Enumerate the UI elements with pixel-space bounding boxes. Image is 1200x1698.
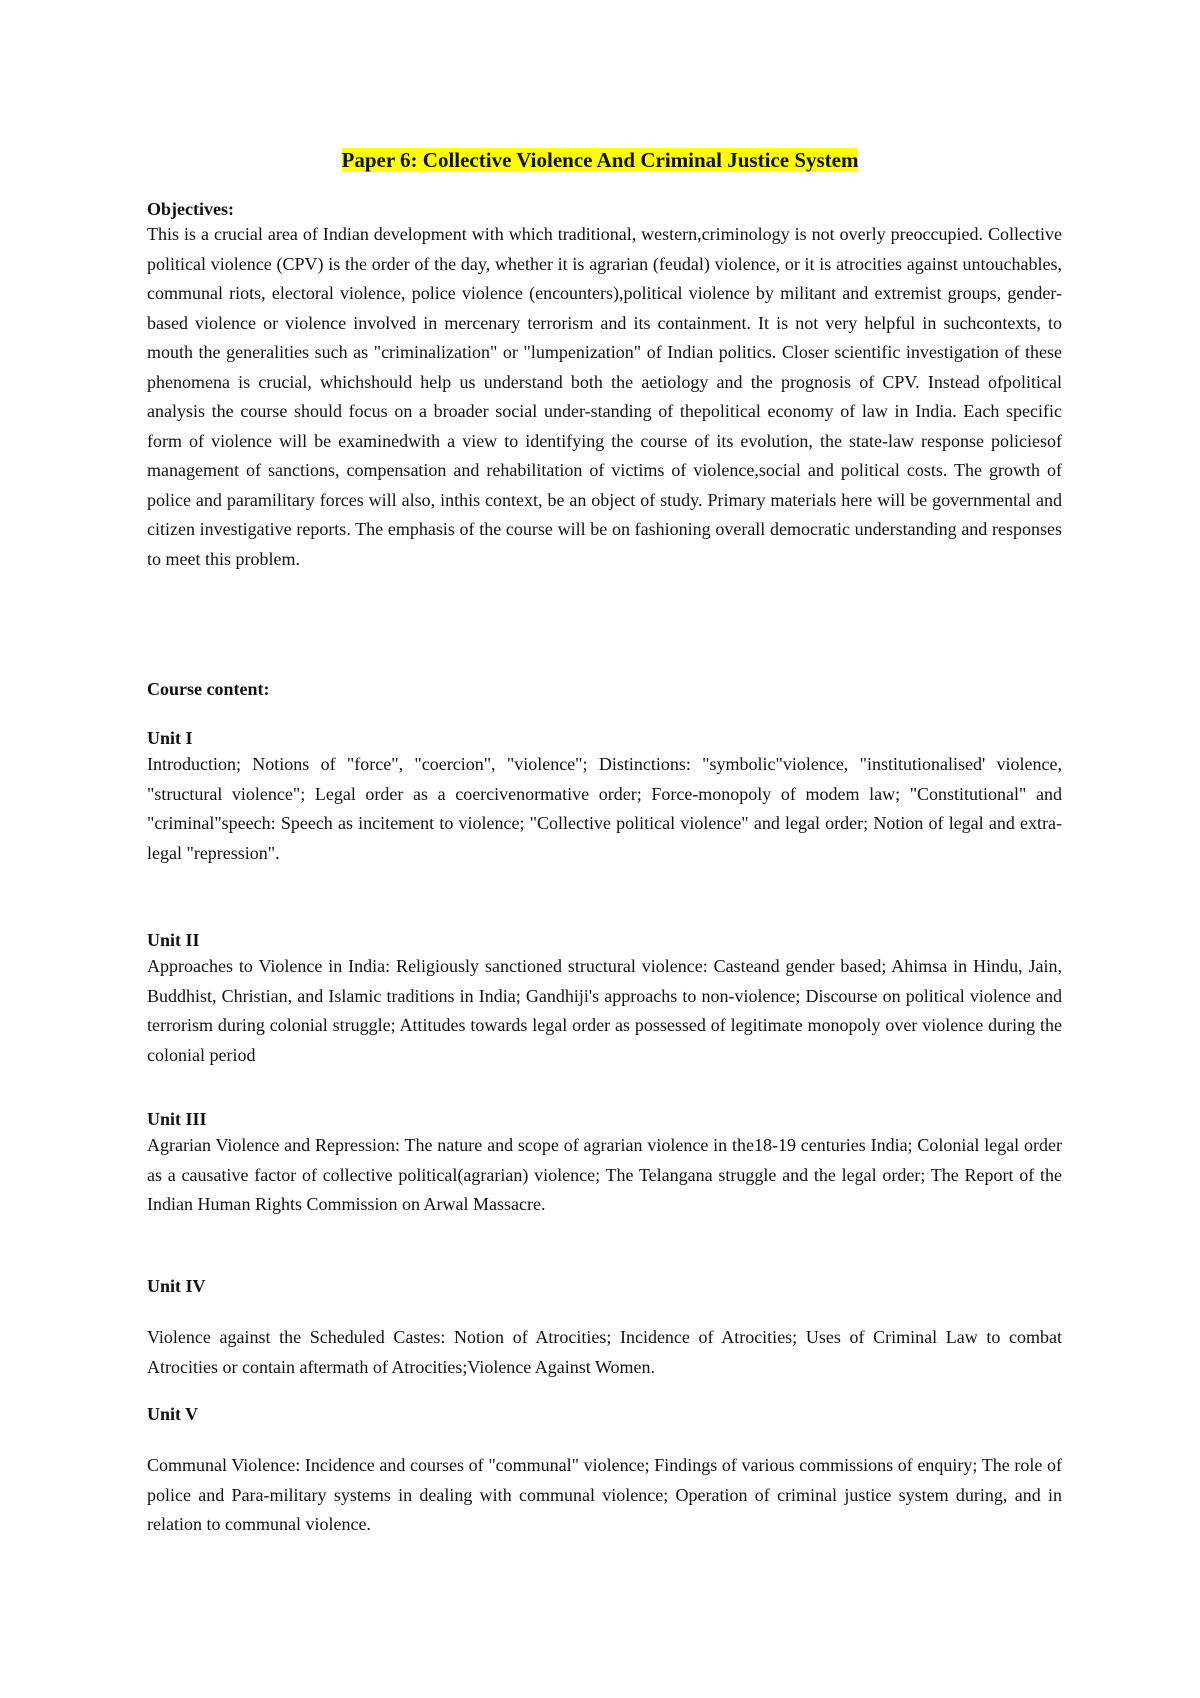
- unit-1-heading: Unit I: [147, 728, 193, 748]
- unit-3-heading: Unit III: [147, 1109, 207, 1129]
- unit-5-heading: Unit V: [147, 1404, 199, 1424]
- objectives-paragraph: This is a crucial area of Indian development with which traditional, western,criminology is not overly preoccupied. Collective political violence (CPV) is the order of the day, whether it is agrarian (feudal) violence, or it is atrocities against untouchables, communal riots, electoral violence, police violence (encounters),political violence by militant and extremist groups, gender-based violence or violence involved in mercenary terrorism and its containment. It is not very helpful in suchcontexts, to mouth the generalities such as "criminalization" or "lumpenization" of Indian politics. Closer scientific investigation of these phenomena is crucial, whichshould help us understand both the aetiology and the prognosis of CPV. Instead ofpolitical analysis the course should focus on a broader social under-standing of thepolitical economy of law in India. Each specific form of violence will be examinedwith a view to identifying the course of its evolution, the state-law response policiesof management of sanctions, compensation and rehabilitation of victims of violence,social and political costs. The growth of police and paramilitary forces will also, inthis context, be an object of study. Primary materials here will be governmental and citizen investigative reports. The emphasis of the course will be on fashioning overall democratic understanding and responses to meet this problem.: [147, 224, 1062, 569]
- title-highlight: Paper 6: Collective Violence And Criminal Justice System: [341, 148, 859, 172]
- unit-2-paragraph: Approaches to Violence in India: Religiously sanctioned structural violence: Casteand gender based; Ahimsa in Hindu, Jain, Buddhist, Christian, and Islamic traditions in India; Gandhiji's approachs to non-violence; Discourse on political violence and terrorism during colonial struggle; Attitudes towards legal order as possessed of legitimate monopoly over violence during the colonial period: [147, 956, 1062, 1065]
- unit-5-paragraph: Communal Violence: Incidence and courses of "communal" violence; Findings of various commissions of enquiry; The role of police and Para-military systems in dealing with communal violence; Operation of criminal justice system during, and in relation to communal violence.: [147, 1455, 1062, 1534]
- unit-1-paragraph: Introduction; Notions of "force", "coercion", "violence"; Distinctions: "symbolic"violence, "institutionalised' violence, "structural violence"; Legal order as a coercivenormative order; Force-monopoly of modem law; "Constitutional" and "criminal"speech: Speech as incitement to violence; "Collective political violence" and legal order; Notion of legal and extra-legal "repression".: [147, 754, 1062, 863]
- page-title: [0, 145, 1200, 175]
- unit-4-paragraph: Violence against the Scheduled Castes: Notion of Atrocities; Incidence of Atrocities; Uses of Criminal Law to combat Atrocities or contain aftermath of Atrocities;Violence Against Women.: [147, 1327, 1062, 1377]
- course-content-heading: Course content:: [147, 679, 270, 699]
- unit-2-heading: Unit II: [147, 930, 200, 950]
- objectives-heading: Objectives:: [147, 199, 234, 219]
- unit-3-paragraph: Agrarian Violence and Repression: The nature and scope of agrarian violence in the18-19 centuries India; Colonial legal order as a causative factor of collective political(agrarian) violence; The Telangana struggle and the legal order; The Report of the Indian Human Rights Commission on Arwal Massacre.: [147, 1135, 1062, 1214]
- unit-4-heading: Unit IV: [147, 1276, 206, 1296]
